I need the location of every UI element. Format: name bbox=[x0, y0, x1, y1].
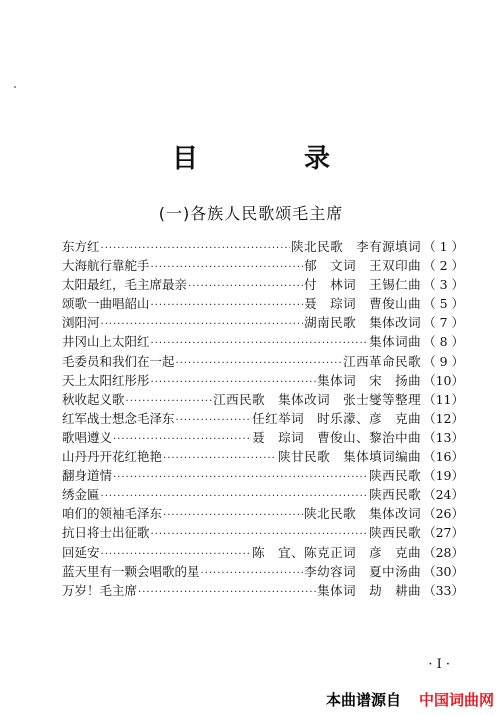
toc-entry bbox=[62, 543, 464, 562]
footer-site-link[interactable]: 中国词曲网 bbox=[418, 691, 494, 709]
toc-dot-leader bbox=[176, 358, 343, 369]
toc-entry bbox=[62, 237, 464, 256]
toc-entry bbox=[62, 294, 464, 313]
toc-entry bbox=[62, 466, 464, 485]
toc-entry bbox=[62, 371, 464, 390]
page-title: 目 录 bbox=[171, 144, 370, 174]
toc-dot-leader bbox=[151, 377, 317, 388]
toc-dot-leader bbox=[163, 510, 303, 521]
toc-entry-page: （ 1 ） bbox=[423, 239, 464, 254]
toc-entry bbox=[62, 256, 464, 275]
toc-entry-credit: 任红举词 时乐濛、彦 克曲 bbox=[252, 410, 422, 426]
toc-entry-title: 咱们的领袖毛泽东 bbox=[62, 506, 163, 522]
toc-entry-credit: 聂 琮词 曹俊山曲 bbox=[304, 296, 422, 312]
toc-entry-title: 秋收起义歌 bbox=[62, 391, 125, 407]
toc-dot-leader bbox=[151, 300, 304, 311]
toc-dot-leader bbox=[101, 491, 369, 502]
toc-entry-page: （33） bbox=[423, 582, 464, 598]
toc-dot-leader bbox=[176, 415, 252, 426]
toc-entry-page: （ 7 ） bbox=[423, 315, 464, 331]
toc-entry bbox=[62, 523, 464, 542]
toc-entry bbox=[62, 313, 464, 332]
toc-entry-title: 井冈山上太阳红 bbox=[62, 334, 150, 350]
toc-entry-credit: 陕西民歌 bbox=[369, 525, 422, 541]
toc-entry-title: 翻身道情 bbox=[62, 468, 113, 484]
toc-dot-leader bbox=[151, 262, 304, 273]
toc-dot-leader bbox=[188, 281, 303, 292]
toc-dot-leader bbox=[151, 338, 369, 349]
table-of-contents bbox=[62, 237, 464, 600]
toc-entry-page: （ 8 ） bbox=[423, 334, 464, 350]
toc-entry bbox=[62, 332, 464, 351]
toc-dot-leader bbox=[113, 434, 251, 445]
toc-entry-title: 太阳最红，毛主席最亲 bbox=[62, 277, 188, 293]
footer-watermark bbox=[326, 689, 494, 710]
toc-entry-page: （13） bbox=[423, 429, 464, 445]
toc-entry bbox=[62, 275, 464, 294]
toc-entry-page: （11） bbox=[423, 391, 464, 407]
toc-entry-title: 万岁！毛主席 bbox=[62, 582, 138, 598]
toc-dot-leader bbox=[101, 243, 291, 254]
toc-entry-page: （30） bbox=[423, 563, 464, 579]
section-title: (一)各族人民歌颂毛主席 bbox=[158, 204, 344, 223]
toc-entry-page: （ 5 ） bbox=[423, 296, 464, 312]
toc-entry-credit: 陕西民歌 bbox=[369, 487, 422, 503]
toc-entry-credit: 陕西民歌 bbox=[369, 468, 422, 484]
toc-entry-title: 绣金匾 bbox=[62, 487, 100, 503]
toc-entry-page: （19） bbox=[423, 468, 464, 484]
toc-dot-leader bbox=[101, 319, 304, 330]
toc-entry bbox=[62, 485, 464, 504]
toc-entry-credit: 陕北民歌 李有源填词 bbox=[291, 239, 422, 254]
toc-entry-credit: 湖南民歌 集体改词 bbox=[304, 315, 422, 331]
toc-entry-credit: 陕北民歌 集体改词 bbox=[304, 506, 422, 522]
toc-entry-credit: 付 林词 王锡仁曲 bbox=[304, 277, 422, 293]
toc-entry bbox=[62, 562, 464, 581]
toc-entry-title: 毛委员和我们在一起 bbox=[62, 353, 175, 369]
toc-entry bbox=[62, 504, 464, 523]
toc-entry-page: （ 9 ） bbox=[423, 353, 464, 369]
toc-entry-title: 颂歌一曲唱韶山 bbox=[62, 296, 150, 312]
toc-entry-page: （28） bbox=[423, 544, 464, 560]
toc-entry-page: （ 2 ） bbox=[423, 258, 464, 274]
toc-dot-leader bbox=[163, 453, 277, 464]
toc-dot-leader bbox=[201, 568, 304, 579]
toc-entry-credit: 江西民歌 集体改词 张士燮等整理 bbox=[213, 391, 422, 407]
toc-dot-leader bbox=[151, 529, 369, 540]
footer-source-text: 本曲谱源自 bbox=[325, 691, 401, 709]
toc-entry-page: （24） bbox=[423, 487, 464, 503]
toc-entry-credit: 集体词 宋 扬曲 bbox=[317, 372, 422, 388]
toc-entry-page: （12） bbox=[423, 410, 464, 426]
toc-entry-page: （10） bbox=[423, 372, 464, 388]
toc-dot-leader bbox=[126, 396, 213, 407]
toc-entry-title: 东方红 bbox=[62, 239, 100, 254]
toc-entry-title: 山丹丹开花红艳艳 bbox=[62, 449, 163, 465]
toc-entry-title: 蓝天里有一颗会唱歌的星 bbox=[62, 563, 200, 579]
toc-entry bbox=[62, 409, 464, 428]
toc-entry-credit: 李幼容词 夏中汤曲 bbox=[304, 563, 422, 579]
toc-entry-credit: 江西革命民歌 bbox=[343, 353, 422, 369]
toc-entry-title: 抗日将士出征歌 bbox=[62, 525, 150, 541]
toc-entry-title: 歌唱遵义 bbox=[62, 429, 113, 445]
toc-entry-page: （ 3 ） bbox=[423, 277, 464, 293]
toc-entry-page: （16） bbox=[423, 449, 464, 465]
toc-dot-leader bbox=[138, 587, 316, 598]
toc-entry-credit: 陈 宜、陈克正词 彦 克曲 bbox=[252, 544, 422, 560]
toc-entry-credit: 集体词曲 bbox=[369, 334, 422, 350]
toc-entry-title: 天上太阳红彤彤 bbox=[62, 372, 150, 388]
toc-entry bbox=[62, 428, 464, 447]
toc-entry-credit: 陕甘民歌 集体填词编曲 bbox=[278, 449, 422, 465]
scan-speck bbox=[14, 86, 16, 88]
page-number: · I · bbox=[428, 657, 450, 672]
toc-entry-credit: 郁 文词 王双印曲 bbox=[304, 258, 422, 274]
toc-dot-leader bbox=[101, 549, 252, 560]
toc-entry-title: 浏阳河 bbox=[62, 315, 100, 331]
toc-entry-title: 回延安 bbox=[62, 544, 100, 560]
toc-entry-credit: 集体词 劫 耕曲 bbox=[317, 582, 422, 598]
toc-entry bbox=[62, 390, 464, 409]
toc-entry-title: 大海航行靠舵手 bbox=[62, 258, 150, 274]
toc-entry-page: （26） bbox=[423, 506, 464, 522]
toc-entry bbox=[62, 447, 464, 466]
toc-dot-leader bbox=[113, 472, 368, 483]
toc-entry bbox=[62, 581, 464, 600]
toc-entry bbox=[62, 352, 464, 371]
toc-entry-title: 红军战士想念毛泽东 bbox=[62, 410, 175, 426]
toc-entry-credit: 聂 琮词 曹俊山、黎治中曲 bbox=[252, 429, 422, 445]
toc-entry-page: （27） bbox=[423, 525, 464, 541]
